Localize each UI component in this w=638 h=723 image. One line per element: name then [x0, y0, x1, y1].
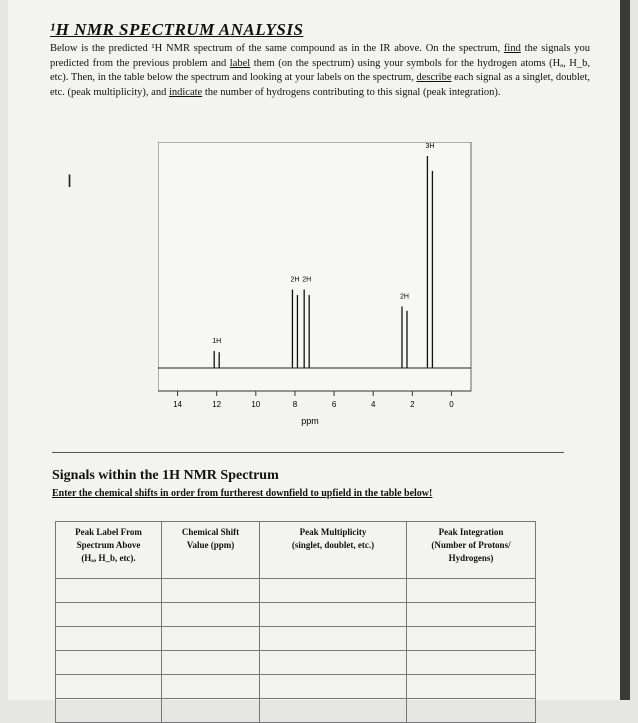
- table-row: [56, 603, 536, 627]
- column-header: Peak Multiplicity (singlet, doublet, etc.): [260, 522, 407, 579]
- x-tick-label: 14: [173, 400, 183, 409]
- table-instruction: Enter the chemical shifts in order from furtherest downfield to upfield in the table below!: [52, 488, 433, 499]
- table-row: [56, 651, 536, 675]
- peak-integration-label: 3H: [425, 143, 435, 150]
- table-row: [56, 627, 536, 651]
- x-tick-label: 4: [370, 400, 376, 409]
- table-cell[interactable]: [407, 651, 536, 675]
- table-cell[interactable]: [56, 651, 162, 675]
- table-cell[interactable]: [407, 627, 536, 651]
- table-cell[interactable]: [407, 675, 536, 699]
- table-cell[interactable]: [260, 579, 407, 603]
- nmr-spectrum-chart: [158, 142, 478, 427]
- page-title: ¹H NMR SPECTRUM ANALYSIS: [50, 20, 304, 39]
- table-cell[interactable]: [162, 627, 260, 651]
- instructions-paragraph: Below is the predicted ¹H NMR spectrum of the same compound as in the IR above. On the spectrum, find the signals you predicted from the previous problem and label them (on the spectrum) using your symbols for the hydrogen atoms (Hₐ, H_b, etc). Then, in the table below the spectrum and looking at your labels on the spectrum, describe each signal as a singlet, doublet, etc. (peak multiplicity), and indicate the number of hydrogens contributing to this signal (peak integration).: [50, 43, 591, 98]
- table-cell[interactable]: [56, 699, 162, 723]
- table-cell[interactable]: [56, 675, 162, 699]
- x-axis-label: ppm: [301, 416, 319, 426]
- table-row: [56, 699, 536, 723]
- x-tick-label: 8: [292, 400, 298, 409]
- x-tick-label: 2: [410, 400, 415, 409]
- table-cell[interactable]: [407, 579, 536, 603]
- peak-integration-label: 2H: [290, 276, 300, 284]
- peak-integration-label: 1H: [212, 338, 222, 346]
- x-tick-label: 0: [449, 400, 454, 409]
- table-cell[interactable]: [162, 699, 260, 723]
- table-cell[interactable]: [162, 675, 260, 699]
- column-header: Chemical Shift Value (ppm): [162, 522, 260, 579]
- table-row: [56, 675, 536, 699]
- table-cell[interactable]: [260, 627, 407, 651]
- table-cell[interactable]: [260, 603, 407, 627]
- table-row: [56, 579, 536, 603]
- x-tick-label: 10: [251, 400, 261, 409]
- plot-frame: [158, 142, 471, 391]
- peak-integration-label: 2H: [302, 276, 312, 284]
- column-header: Peak Label From Spectrum Above (Hₐ, H_b, etc).: [56, 522, 162, 579]
- table-cell[interactable]: [407, 699, 536, 723]
- table-cell[interactable]: [162, 651, 260, 675]
- table-cell[interactable]: [162, 579, 260, 603]
- section-divider: [52, 452, 564, 453]
- table-cell[interactable]: [260, 651, 407, 675]
- table-cell[interactable]: [56, 603, 162, 627]
- worksheet-page: [8, 0, 630, 700]
- page-edge-shadow: [620, 0, 630, 700]
- table-cell[interactable]: [260, 675, 407, 699]
- x-tick-label: 12: [212, 400, 222, 409]
- column-header: Peak Integration (Number of Protons/ Hydrogens): [407, 522, 536, 579]
- table-cell[interactable]: [260, 699, 407, 723]
- x-tick-label: 6: [331, 400, 337, 409]
- table-cell[interactable]: [56, 579, 162, 603]
- table-heading: Signals within the 1H NMR Spectrum: [52, 468, 279, 483]
- table-header-row: [56, 522, 536, 579]
- signals-table: [55, 521, 536, 723]
- table-cell[interactable]: [162, 603, 260, 627]
- table-cell[interactable]: [407, 603, 536, 627]
- text-cursor-icon: Ⅰ: [67, 172, 73, 192]
- peak-integration-label: 2H: [400, 293, 409, 301]
- table-cell[interactable]: [56, 627, 162, 651]
